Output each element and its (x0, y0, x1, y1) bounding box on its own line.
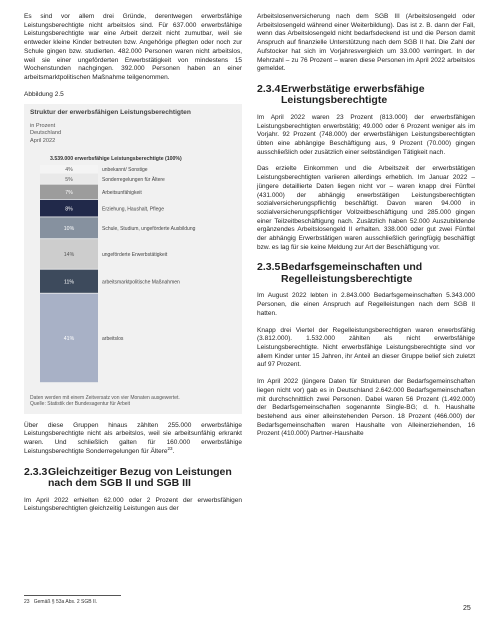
segment-label: Schule, Studium, ungeförderte Ausbildung (102, 225, 196, 232)
data-label: 10% (63, 225, 75, 232)
footnote (24, 599, 97, 605)
chart-total-label: 3.539.000 erwerbsfähige Leistungsberechtigte (100%) (50, 155, 182, 162)
stacked-bar-chart (30, 153, 236, 388)
right-column (257, 13, 475, 439)
segment-label: arbeitsmarktpolitische Maßnahmen (102, 279, 180, 286)
figure-panel (24, 104, 242, 413)
figure-note (30, 395, 236, 408)
segment-label: Arbeitsunfähigkeit (102, 189, 142, 196)
chart-title: Struktur der erwerbsfähigen Leistungsberechtigten (30, 109, 191, 117)
segment-label: Sonderregelungen für Ältere (102, 176, 165, 183)
section-heading (257, 262, 475, 285)
data-label: 41% (63, 336, 75, 343)
paragraph: Im April 2022 erhielten 62.000 oder 2 Prozent der erwerbsfähigen Leistungsberechtigten gleichzeitig Leistungen aus der (24, 496, 242, 513)
segment-label: Erziehung, Haushalt, Pflege (102, 206, 164, 213)
paragraph: Im April 2022 (jüngere Daten für Strukturen der Bedarfsgemeinschaften liegen nicht vor) gab es in Deutschland 2.642.000 Bedarfsgemeinschaften mit durchschnittlich zwei Personen. Dabei waren 56 Prozent (1.492.000) der Bedarfsgemeinschaften sogenannte Single-BG; d. h. Haushalte bestehend aus einer alleinstehenden Person. 18 Prozent (466.000) der Bedarfsgemeinschaften waren Haushalte von Alleinerziehenden, 16 Prozent (410.000) Partner-Haushalte (257, 378, 475, 438)
data-label: 4% (65, 167, 73, 174)
section-title: Gleichzeitiger Bezug von Leistungen nach dem SGB II und SGB III (48, 465, 232, 490)
page-number: 25 (463, 605, 471, 612)
paragraph-text: . (172, 447, 175, 455)
paragraph: Arbeitslosenversicherung nach dem SGB III (Arbeitslosengeld oder Arbeitslosengeld während einer Weiterbildung). Das ist z. B. dann der Fall, wenn das Arbeitslosengeld nicht bedarfsdeckend ist und die Person damit Anspruch auf finanzielle Unterstützung nach dem SGB II hat. Die Zahl der Aufstocker hat sich im Vorjahresvergleich um 33.000 verringert. In der Mehrzahl – zu 76 Prozent – waren diese Personen im April 2022 arbeitslos gemeldet. (257, 13, 475, 73)
chart-area (30, 153, 236, 388)
section-number: 2.3.3 (24, 465, 48, 478)
footnote-number: 23 (24, 599, 30, 605)
chart-subtitle-line: April 2022 (30, 137, 56, 144)
segment-label: unbekannt/ Sonstige (102, 167, 148, 174)
section-title: Bedarfsgemeinschaften und Regelleistungsberechtigte (281, 261, 423, 285)
section-number: 2.3.5 (257, 261, 281, 274)
paragraph (24, 422, 242, 457)
figure-source: Quelle: Statistik der Bundesagentur für Arbeit (30, 401, 131, 408)
chart-subtitle-line: in Prozent (30, 123, 56, 130)
segment-label: ungeförderte Erwerbstätigkeit (102, 252, 168, 259)
paragraph: Im August 2022 lebten in 2.843.000 Bedarfsgemeinschaften 5.343.000 Personen, die einen Anspruch auf Regelleistungen nach dem SGB II hatten. (257, 292, 475, 317)
data-label: 8% (65, 206, 73, 213)
paragraph: Das erzielte Einkommen und die Arbeitszeit der erwerbstätigen Leistungsberechtigten variieren allerdings erheblich. Im Januar 2022 – jüngere detaillierte Daten liegen nicht vor – waren knapp drei Fünftel (431.000) der abhängig erwerbstätigen Leistungsberechtigten sozialversicherungspflichtig beschäftigt. Davon waren 94.000 in sozialversicherungspflichtiger Vollzeitbeschäftigung und 285.000 gingen einer Teilzeitbeschäftigung nach. Zusätzlich haben 52.000 Auszubildende ergänzendes Arbeitslosengeld II erhalten. 338.000 oder gut zwei Fünftel der abhängig Erwerbstätigen waren ausschließlich geringfügig beschäftigt bzw. es lag für sie keine Meldung zur Art der Beschäftigung vor. (257, 165, 475, 251)
paragraph: Im April 2022 waren 23 Prozent (813.000) der erwerbsfähigen Leistungsberechtigten erwerbstätig; 49.000 oder 6 Prozent weniger als im Vorjahr. 92 Prozent (748.000) der erwerbsfähigen Leistungsberechtigten übten eine abhängige Beschäftigung aus, 9 Prozent (70.000) gingen ausschließlich oder zusätzlich einer selbständigen Tätigkeit nach. (257, 113, 475, 156)
left-column (24, 13, 242, 514)
data-label: 5% (65, 176, 73, 183)
section-number: 2.3.4 (257, 82, 281, 95)
section-heading (257, 84, 475, 107)
footnote-divider (24, 595, 121, 596)
paragraph-text: Über diese Gruppen hinaus zählten 255.000 erwerbsfähige Leistungsberechtigte nicht als arbeitslos, weil sie arbeitsunfähig erkrankt waren. Und schließlich galten für 160.000 erwerbsfähige Leistungsberechtigte Sonderregelungen für Ältere (24, 421, 242, 455)
footnote-text: Gemäß § 53a Abs. 2 SGB II. (33, 599, 98, 605)
segment-label: arbeitslos (102, 336, 124, 343)
data-label: 11% (64, 279, 74, 286)
figure-note-line: Daten werden mit einem Zeitversatz von vier Monaten ausgewertet. (30, 394, 180, 401)
data-label: 7% (65, 189, 73, 196)
footnote-reference[interactable]: 23 (167, 445, 173, 451)
paragraph: Knapp drei Viertel der Regelleistungsberechtigten waren erwerbsfähig (3.812.000). 1.532.000 zählten als nicht erwerbsfähige Leistungsberechtigte. Nicht erwerbsfähige Leistungsberechtigte sind vor allem Kinder unter 15 Jahren, ihr Anteil an dieser Gruppe belief sich zuletzt auf 97 Prozent. (257, 326, 475, 369)
paragraph: Es sind vor allem drei Gründe, derentwegen erwerbsfähige Leistungsberechtigte nicht arbeitslos sind. Für 637.000 erwerbsfähige Leistungsberechtigte war eine Arbeit derzeit nicht zumutbar, weil sie entweder kleine Kinder betreuten bzw. Angehörige pflegten oder noch zur Schule gingen bzw. studierten. 482.000 Personen waren nicht arbeitslos, weil sie einer ungeförderten Erwerbstätigkeit von mindestens 15 Wochenstunden nachgingen. 392.000 Personen haben an einer arbeitsmarktpolitischen Maßnahme teilgenommen. (24, 13, 242, 81)
data-label: 14% (63, 252, 75, 259)
section-heading (24, 467, 242, 490)
section-title: Erwerbstätige erwerbsfähige Leistungsberechtigte (281, 82, 425, 107)
chart-subtitle-line: Deutschland (30, 130, 62, 137)
figure-label: Abbildung 2.5 (24, 90, 64, 98)
